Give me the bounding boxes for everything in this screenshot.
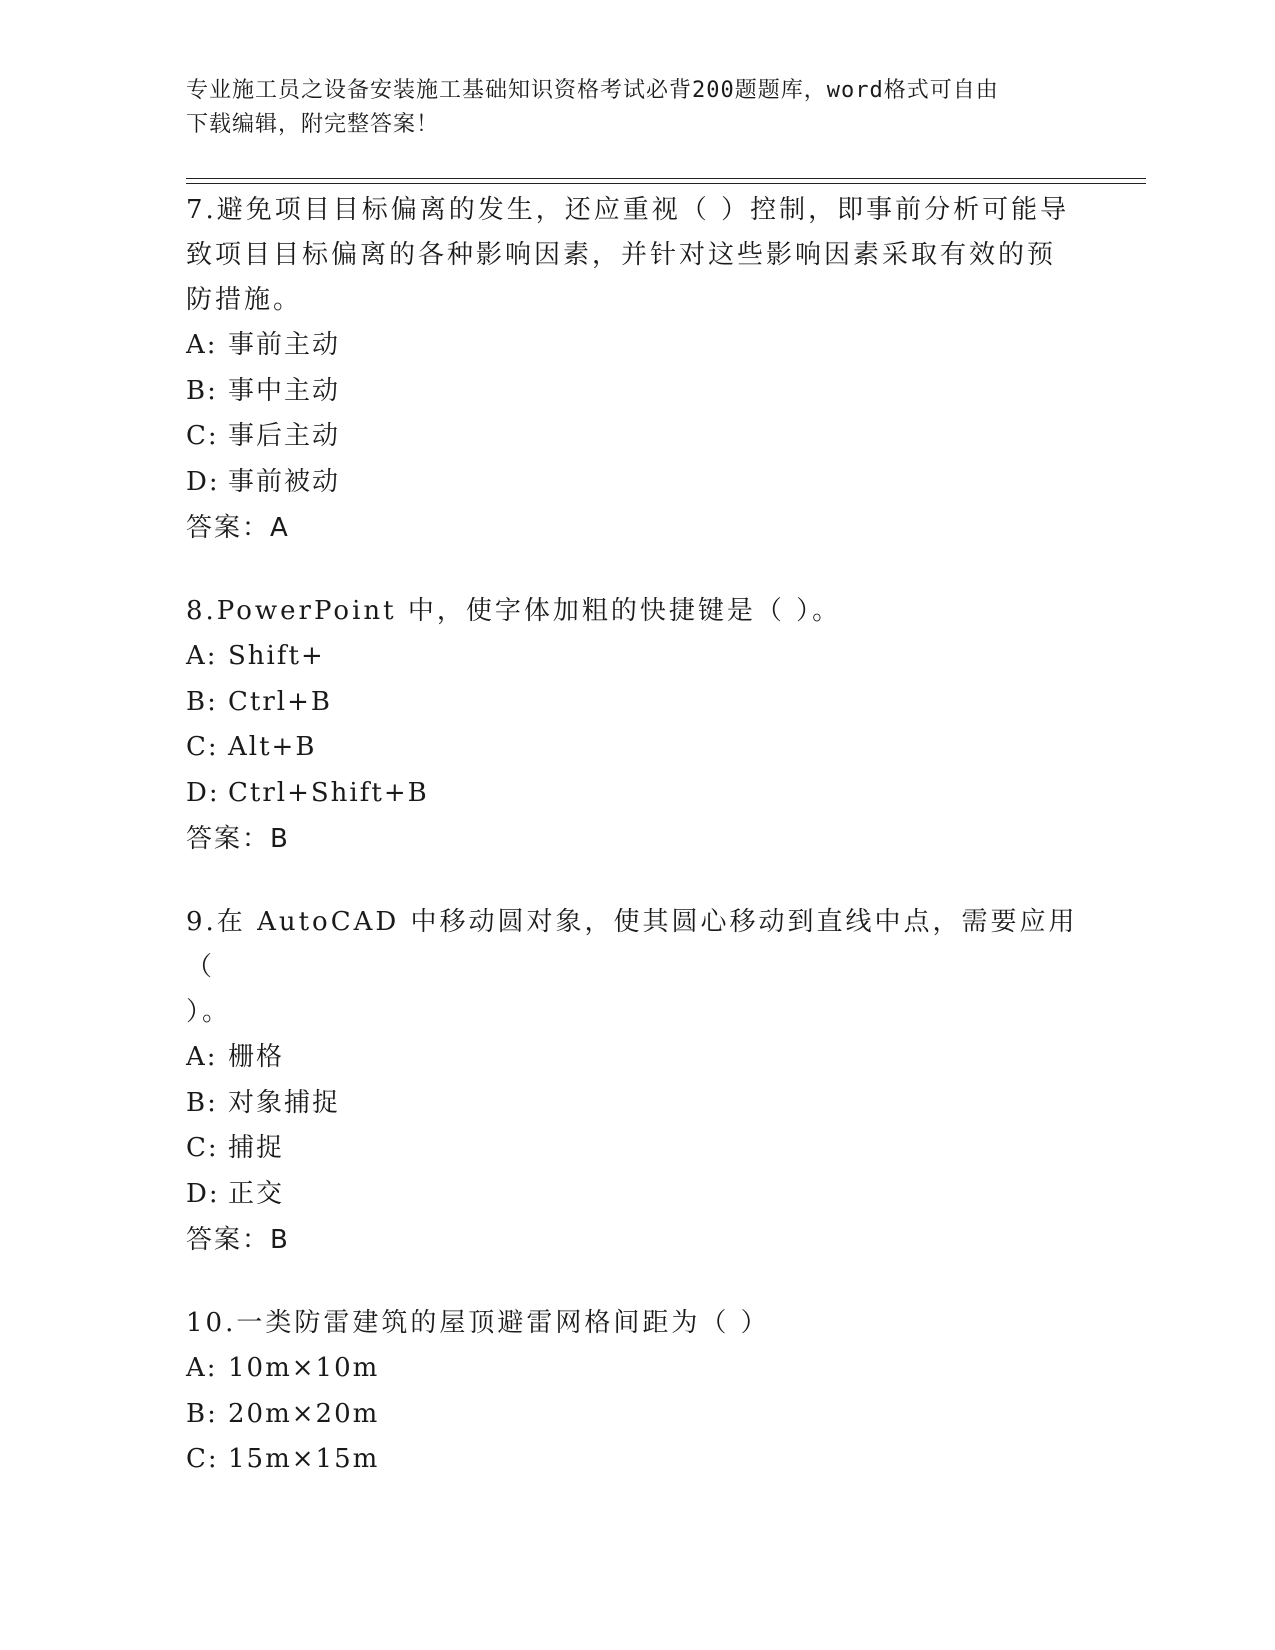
question-8-option-a	[186, 634, 1086, 680]
option-letter: B:	[186, 375, 218, 406]
option-text: 栅格	[228, 1042, 285, 1072]
question-9-line-1: 9.在 AutoCAD 中移动圆对象，使其圆心移动到直线中点，需要应用（	[186, 907, 1078, 982]
option-text: 事前主动	[228, 330, 341, 360]
question-7	[186, 188, 1086, 551]
question-7-line-3: 防措施。	[186, 285, 303, 315]
question-7-line-1: 7.避免项目目标偏离的发生，还应重视（ ）控制，即事前分析可能导	[186, 195, 1070, 225]
question-9	[186, 900, 1086, 1263]
answer-value: B	[270, 824, 288, 854]
question-9-option-c	[186, 1126, 1086, 1172]
question-7-stem	[186, 188, 1086, 323]
question-8	[186, 589, 1086, 862]
option-letter: A:	[186, 1353, 218, 1383]
question-7-option-c	[186, 414, 1086, 460]
question-9-option-b	[186, 1081, 1086, 1127]
question-7-option-a	[186, 323, 1086, 369]
option-text: 对象捕捉	[228, 1087, 341, 1118]
option-letter: B:	[186, 686, 218, 717]
question-10-option-c	[186, 1437, 1086, 1483]
option-letter: C:	[186, 1444, 219, 1474]
question-9-answer	[186, 1217, 1086, 1263]
question-10-stem	[186, 1301, 1086, 1346]
option-letter: D:	[186, 466, 220, 497]
question-9-stem	[186, 900, 1086, 1035]
question-list	[186, 188, 1086, 1521]
option-letter: D:	[186, 1178, 220, 1209]
option-text: 事中主动	[228, 375, 341, 406]
option-text: 事后主动	[228, 421, 341, 451]
option-text: 事前被动	[228, 466, 341, 497]
question-8-answer	[186, 816, 1086, 862]
option-text: 20m×20m	[228, 1398, 380, 1429]
answer-label: 答案：	[186, 824, 271, 854]
header-divider-top	[186, 178, 1146, 179]
header-line-2: 下载编辑，附完整答案！	[186, 112, 440, 137]
option-letter: D:	[186, 777, 220, 808]
option-text: 正交	[228, 1178, 285, 1209]
question-10-option-b	[186, 1392, 1086, 1438]
option-letter: C:	[186, 732, 219, 762]
answer-value: A	[270, 513, 288, 543]
option-letter: B:	[186, 1087, 218, 1118]
answer-value: B	[270, 1225, 288, 1255]
option-text: 捕捉	[228, 1133, 285, 1163]
question-9-line-2: ）。	[186, 997, 232, 1027]
option-text: 10m×10m	[228, 1353, 380, 1383]
question-7-answer	[186, 505, 1086, 551]
question-8-option-b	[186, 680, 1086, 726]
question-7-option-d	[186, 460, 1086, 506]
option-letter: C:	[186, 421, 219, 451]
question-10-line-1: 10.一类防雷建筑的屋顶避雷网格间距为（ ）	[186, 1308, 770, 1338]
document-header	[186, 74, 1086, 142]
header-line-1: 专业施工员之设备安装施工基础知识资格考试必背200题题库，word格式可自由	[186, 78, 999, 103]
option-text: Alt+B	[228, 732, 317, 762]
option-letter: C:	[186, 1133, 219, 1163]
question-8-option-c	[186, 725, 1086, 771]
question-8-option-d	[186, 771, 1086, 817]
question-9-option-a	[186, 1035, 1086, 1081]
option-letter: A:	[186, 330, 218, 360]
answer-label: 答案：	[186, 513, 271, 543]
option-letter: A:	[186, 1042, 218, 1072]
option-letter: B:	[186, 1398, 218, 1429]
question-8-line-1: 8.PowerPoint 中，使字体加粗的快捷键是（ ）。	[186, 596, 842, 626]
question-10	[186, 1301, 1086, 1483]
option-text: Shift+	[228, 641, 325, 671]
question-10-option-a	[186, 1346, 1086, 1392]
question-8-stem	[186, 589, 1086, 634]
answer-label: 答案：	[186, 1225, 271, 1255]
option-text: 15m×15m	[228, 1444, 380, 1474]
header-divider-bottom	[186, 183, 1146, 184]
question-9-option-d	[186, 1172, 1086, 1218]
option-letter: A:	[186, 641, 218, 671]
question-7-line-2: 致项目目标偏离的各种影响因素，并针对这些影响因素采取有效的预	[186, 240, 1057, 270]
question-7-option-b	[186, 369, 1086, 415]
option-text: Ctrl+B	[228, 686, 332, 717]
option-text: Ctrl+Shift+B	[228, 777, 429, 808]
